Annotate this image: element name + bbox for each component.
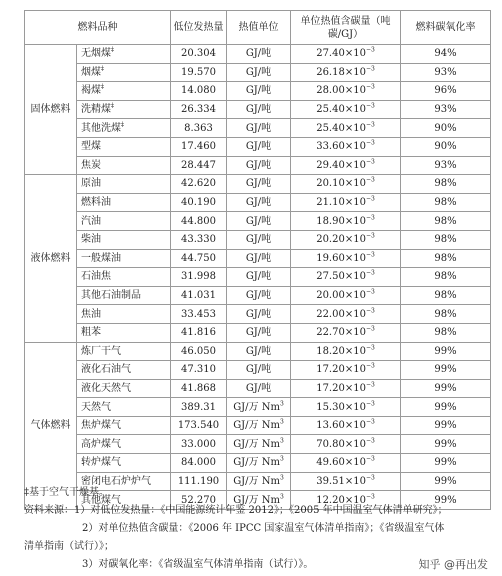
carbon-content-cell [291, 379, 401, 398]
ncv-value-cell: 40.190 [171, 193, 227, 212]
unit-superscript: 3 [279, 400, 284, 408]
unit-text: GJ/吨 [245, 308, 272, 320]
unit-cell [227, 361, 291, 380]
fuel-name-cell [77, 212, 171, 231]
ncv-value-cell: 46.050 [171, 342, 227, 361]
unit-text: GJ/万 Nm [233, 494, 280, 506]
carbon-exponent: −3 [365, 400, 375, 408]
ncv-value-cell: 41.031 [171, 286, 227, 305]
table-row [25, 82, 491, 101]
carbon-value: 18.20×10 [316, 345, 366, 357]
ncv-value-cell: 111.190 [171, 472, 227, 491]
carbon-content-cell [291, 63, 401, 82]
oxidation-rate-cell: 99% [401, 342, 491, 361]
carbon-content-cell [291, 286, 401, 305]
fuel-name: 汽油 [81, 215, 101, 227]
carbon-exponent: −3 [365, 84, 375, 92]
carbon-value: 22.70×10 [316, 327, 366, 339]
carbon-content-cell [291, 119, 401, 138]
table-row [25, 100, 491, 119]
carbon-content-cell [291, 175, 401, 194]
table-row [25, 323, 491, 342]
fuel-name: 转炉煤气 [81, 457, 121, 469]
unit-text: GJ/吨 [245, 252, 272, 264]
unit-text: GJ/吨 [245, 122, 272, 134]
carbon-value: 19.60×10 [316, 252, 366, 264]
table-row [25, 305, 491, 324]
carbon-value: 20.20×10 [316, 234, 366, 246]
table-row [25, 342, 491, 361]
unit-text: GJ/万 Nm [233, 438, 280, 450]
ncv-value-cell: 41.868 [171, 379, 227, 398]
unit-cell [227, 63, 291, 82]
table-row [25, 361, 491, 380]
unit-cell [227, 323, 291, 342]
carbon-exponent: −3 [365, 121, 375, 129]
fuel-name: 燃料油 [81, 197, 111, 209]
carbon-value: 25.40×10 [316, 122, 366, 134]
carbon-value: 12.20×10 [316, 494, 366, 506]
carbon-content-cell [291, 435, 401, 454]
category-cell: 液体燃料 [25, 175, 77, 342]
carbon-content-cell [291, 100, 401, 119]
oxidation-rate-cell: 99% [401, 398, 491, 417]
oxidation-rate-cell: 98% [401, 323, 491, 342]
fuel-name: 高炉煤气 [81, 438, 121, 450]
header-fuel-type: 燃料品种 [25, 11, 171, 45]
carbon-content-cell [291, 82, 401, 101]
fuel-name: 焦炉煤气 [81, 420, 121, 432]
carbon-value: 70.80×10 [316, 438, 366, 450]
unit-text: GJ/万 Nm [233, 420, 280, 432]
table-row [25, 398, 491, 417]
carbon-exponent: −3 [365, 177, 375, 185]
carbon-value: 18.90×10 [316, 215, 366, 227]
carbon-exponent: −3 [365, 307, 375, 315]
unit-cell [227, 82, 291, 101]
carbon-exponent: −3 [365, 325, 375, 333]
fuel-name: 焦油 [81, 308, 101, 320]
fuel-name-cell [77, 379, 171, 398]
fuel-name-cell [77, 435, 171, 454]
table-header-row [25, 11, 491, 45]
carbon-exponent: −3 [365, 158, 375, 166]
carbon-value: 28.00×10 [316, 85, 366, 97]
oxidation-rate-cell: 98% [401, 268, 491, 287]
fuel-name: 其他煤气 [81, 494, 121, 506]
dagger-mark: ‡ [101, 84, 104, 92]
carbon-value: 21.10×10 [316, 197, 366, 209]
table-row [25, 45, 491, 64]
oxidation-rate-cell: 99% [401, 416, 491, 435]
fuel-name-cell [77, 454, 171, 473]
unit-cell [227, 416, 291, 435]
carbon-content-cell [291, 137, 401, 156]
table-row [25, 230, 491, 249]
fuel-name-cell [77, 100, 171, 119]
carbon-exponent: −3 [365, 195, 375, 203]
carbon-value: 33.60×10 [316, 141, 366, 153]
table-row [25, 268, 491, 287]
unit-text: GJ/吨 [245, 141, 272, 153]
fuel-name: 其他洗煤 [81, 122, 121, 134]
table-row [25, 454, 491, 473]
carbon-exponent: −3 [365, 381, 375, 389]
unit-cell [227, 286, 291, 305]
unit-text: GJ/吨 [245, 327, 272, 339]
carbon-exponent: −3 [365, 270, 375, 278]
carbon-content-cell [291, 230, 401, 249]
oxidation-rate-cell: 98% [401, 230, 491, 249]
carbon-content-cell [291, 45, 401, 64]
carbon-exponent: −3 [365, 251, 375, 259]
ncv-value-cell: 31.998 [171, 268, 227, 287]
fuel-name-cell [77, 286, 171, 305]
carbon-content-cell [291, 361, 401, 380]
ncv-value-cell: 44.750 [171, 249, 227, 268]
carbon-content-cell [291, 398, 401, 417]
fuel-name: 液化石油气 [81, 364, 131, 376]
carbon-exponent: −3 [365, 102, 375, 110]
watermark: 知乎 @再出发 [418, 558, 488, 571]
fuel-name-cell [77, 305, 171, 324]
unit-cell [227, 379, 291, 398]
unit-text: GJ/吨 [245, 290, 272, 302]
ncv-value-cell: 173.540 [171, 416, 227, 435]
oxidation-rate-cell: 93% [401, 63, 491, 82]
fuel-name-cell [77, 175, 171, 194]
fuel-name: 型煤 [81, 141, 101, 153]
unit-cell [227, 268, 291, 287]
ncv-value-cell: 33.000 [171, 435, 227, 454]
carbon-value: 49.60×10 [316, 457, 366, 469]
table-row [25, 379, 491, 398]
oxidation-rate-cell: 99% [401, 454, 491, 473]
fuel-name-cell [77, 249, 171, 268]
carbon-value: 13.60×10 [316, 420, 366, 432]
unit-cell [227, 212, 291, 231]
carbon-value: 22.00×10 [316, 308, 366, 320]
fuel-name-cell [77, 193, 171, 212]
carbon-value: 15.30×10 [316, 401, 366, 413]
unit-text: GJ/吨 [245, 382, 272, 394]
table-row [25, 175, 491, 194]
ncv-value-cell: 84.000 [171, 454, 227, 473]
carbon-exponent: −3 [365, 456, 375, 464]
unit-cell [227, 137, 291, 156]
unit-text: GJ/吨 [245, 178, 272, 190]
oxidation-rate-cell: 98% [401, 305, 491, 324]
table-row [25, 137, 491, 156]
fuel-name: 洗精煤 [81, 104, 111, 116]
carbon-exponent: −3 [365, 363, 375, 371]
unit-text: GJ/吨 [245, 48, 272, 60]
carbon-content-cell [291, 342, 401, 361]
table-row [25, 416, 491, 435]
dagger-mark: ‡ [101, 65, 104, 73]
table-row [25, 212, 491, 231]
carbon-exponent: −3 [365, 139, 375, 147]
oxidation-rate-cell: 99% [401, 379, 491, 398]
oxidation-rate-cell: 98% [401, 175, 491, 194]
unit-cell [227, 435, 291, 454]
carbon-value: 17.20×10 [316, 382, 366, 394]
oxidation-rate-cell: 99% [401, 491, 491, 510]
carbon-content-cell [291, 305, 401, 324]
oxidation-rate-cell: 99% [401, 472, 491, 491]
unit-cell [227, 305, 291, 324]
unit-superscript: 3 [279, 456, 284, 464]
table-row [25, 286, 491, 305]
oxidation-rate-cell: 96% [401, 82, 491, 101]
ncv-value-cell: 52.270 [171, 491, 227, 510]
fuel-name-cell [77, 323, 171, 342]
fuel-name-cell [77, 45, 171, 64]
ncv-value-cell: 20.304 [171, 45, 227, 64]
unit-text: GJ/吨 [245, 234, 272, 246]
header-ncv: 低位发热量 [171, 11, 227, 45]
carbon-exponent: −3 [365, 437, 375, 445]
carbon-exponent: −3 [365, 418, 375, 426]
header-carbon-content: 单位热值含碳量（吨碳/GJ） [291, 11, 401, 45]
carbon-value: 25.40×10 [316, 104, 366, 116]
unit-text: GJ/万 Nm [233, 457, 280, 469]
dagger-mark: ‡ [111, 46, 114, 54]
oxidation-rate-cell: 93% [401, 156, 491, 175]
carbon-content-cell [291, 156, 401, 175]
fuel-name: 液化天然气 [81, 382, 131, 394]
fuel-name: 炼厂干气 [81, 345, 121, 357]
fuel-name-cell [77, 156, 171, 175]
ncv-value-cell: 42.620 [171, 175, 227, 194]
carbon-exponent: −3 [365, 65, 375, 73]
ncv-value-cell: 43.330 [171, 230, 227, 249]
fuel-name: 密闭电石炉炉气 [81, 475, 151, 487]
ncv-value-cell: 19.570 [171, 63, 227, 82]
unit-superscript: 3 [279, 418, 284, 426]
unit-cell [227, 454, 291, 473]
unit-text: GJ/万 Nm [233, 401, 280, 413]
source-note-3: 3）对碳氧化率：《省级温室气体清单指南（试行）》。 [82, 559, 314, 570]
carbon-value: 17.20×10 [316, 364, 366, 376]
fuel-name: 一般煤油 [81, 252, 121, 264]
unit-text: GJ/吨 [245, 345, 272, 357]
carbon-exponent: −3 [365, 493, 375, 501]
table-row [25, 156, 491, 175]
unit-text: GJ/吨 [245, 85, 272, 97]
fuel-name: 天然气 [81, 401, 111, 413]
carbon-exponent: −3 [365, 46, 375, 54]
ncv-value-cell: 389.31 [171, 398, 227, 417]
unit-cell [227, 230, 291, 249]
carbon-value: 20.00×10 [316, 290, 366, 302]
source-note-2: 2）对单位热值含碳量：《2006 年 IPCC 国家温室气体清单指南》；《省级温室气体 [82, 523, 445, 534]
footnote-air-dry-basis: ‡基于空气干燥基。 [24, 487, 109, 498]
unit-cell [227, 175, 291, 194]
carbon-content-cell [291, 323, 401, 342]
unit-cell [227, 100, 291, 119]
unit-text: GJ/吨 [245, 159, 272, 171]
category-cell: 固体燃料 [25, 45, 77, 175]
fuel-name: 其他石油制品 [81, 290, 141, 302]
carbon-value: 26.18×10 [316, 66, 366, 78]
table-row [25, 63, 491, 82]
fuel-name-cell [77, 82, 171, 101]
carbon-exponent: −3 [365, 232, 375, 240]
unit-cell [227, 193, 291, 212]
carbon-exponent: −3 [365, 344, 375, 352]
source-note-1: 资料来源：1）对低位发热量：《中国能源统计年鉴 2012》；《2005 年中国温室气体清单研究》； [24, 505, 448, 516]
unit-superscript: 3 [279, 437, 284, 445]
header-oxidation: 燃料碳氧化率 [401, 11, 491, 45]
oxidation-rate-cell: 98% [401, 193, 491, 212]
fuel-name: 褐煤 [81, 85, 101, 97]
oxidation-rate-cell: 90% [401, 137, 491, 156]
ncv-value-cell: 41.816 [171, 323, 227, 342]
unit-text: GJ/万 Nm [233, 475, 280, 487]
dagger-mark: ‡ [111, 102, 114, 110]
unit-cell [227, 156, 291, 175]
carbon-value: 27.50×10 [316, 271, 366, 283]
fuel-name: 烟煤 [81, 66, 101, 78]
unit-cell [227, 249, 291, 268]
unit-text: GJ/吨 [245, 215, 272, 227]
category-cell: 气体燃料 [25, 342, 77, 509]
ncv-value-cell: 8.363 [171, 119, 227, 138]
ncv-value-cell: 47.310 [171, 361, 227, 380]
carbon-exponent: −3 [365, 474, 375, 482]
fuel-name: 原油 [81, 178, 101, 190]
unit-text: GJ/吨 [245, 271, 272, 283]
table-row [25, 249, 491, 268]
unit-superscript: 3 [279, 493, 284, 501]
oxidation-rate-cell: 90% [401, 119, 491, 138]
carbon-content-cell [291, 454, 401, 473]
oxidation-rate-cell: 98% [401, 249, 491, 268]
carbon-content-cell [291, 193, 401, 212]
fuel-name-cell [77, 137, 171, 156]
dagger-mark: ‡ [121, 121, 124, 129]
unit-cell [227, 398, 291, 417]
ncv-value-cell: 33.453 [171, 305, 227, 324]
carbon-value: 20.10×10 [316, 178, 366, 190]
fuel-name-cell [77, 342, 171, 361]
fuel-name-cell [77, 63, 171, 82]
fuel-name-cell [77, 268, 171, 287]
source-note-2-cont: 清单指南（试行）》； [24, 541, 114, 552]
carbon-content-cell [291, 268, 401, 287]
oxidation-rate-cell: 93% [401, 100, 491, 119]
oxidation-rate-cell: 99% [401, 361, 491, 380]
fuel-name: 柴油 [81, 234, 101, 246]
table-row [25, 435, 491, 454]
oxidation-rate-cell: 98% [401, 212, 491, 231]
carbon-content-cell [291, 249, 401, 268]
ncv-value-cell: 28.447 [171, 156, 227, 175]
fuel-name: 无烟煤 [81, 48, 111, 60]
unit-superscript: 3 [279, 474, 284, 482]
carbon-content-cell [291, 212, 401, 231]
carbon-exponent: −3 [365, 214, 375, 222]
fuel-emission-factor-table [24, 10, 491, 510]
carbon-content-cell [291, 416, 401, 435]
table-body [25, 45, 491, 510]
fuel-name-cell [77, 361, 171, 380]
ncv-value-cell: 17.460 [171, 137, 227, 156]
unit-text: GJ/吨 [245, 197, 272, 209]
fuel-name-cell [77, 398, 171, 417]
ncv-value-cell: 26.334 [171, 100, 227, 119]
table-row [25, 119, 491, 138]
table-row [25, 193, 491, 212]
fuel-name: 石油焦 [81, 271, 111, 283]
carbon-value: 39.51×10 [316, 475, 366, 487]
oxidation-rate-cell: 94% [401, 45, 491, 64]
ncv-value-cell: 14.080 [171, 82, 227, 101]
fuel-name-cell [77, 416, 171, 435]
unit-cell [227, 342, 291, 361]
carbon-value: 27.40×10 [316, 48, 366, 60]
unit-text: GJ/吨 [245, 104, 272, 116]
unit-cell [227, 119, 291, 138]
fuel-name-cell [77, 230, 171, 249]
oxidation-rate-cell: 98% [401, 286, 491, 305]
unit-text: GJ/吨 [245, 66, 272, 78]
unit-cell [227, 45, 291, 64]
fuel-name: 焦炭 [81, 159, 101, 171]
fuel-name: 粗苯 [81, 327, 101, 339]
carbon-exponent: −3 [365, 288, 375, 296]
unit-text: GJ/吨 [245, 364, 272, 376]
carbon-value: 29.40×10 [316, 159, 366, 171]
header-unit: 热值单位 [227, 11, 291, 45]
oxidation-rate-cell: 99% [401, 435, 491, 454]
fuel-name-cell [77, 119, 171, 138]
ncv-value-cell: 44.800 [171, 212, 227, 231]
